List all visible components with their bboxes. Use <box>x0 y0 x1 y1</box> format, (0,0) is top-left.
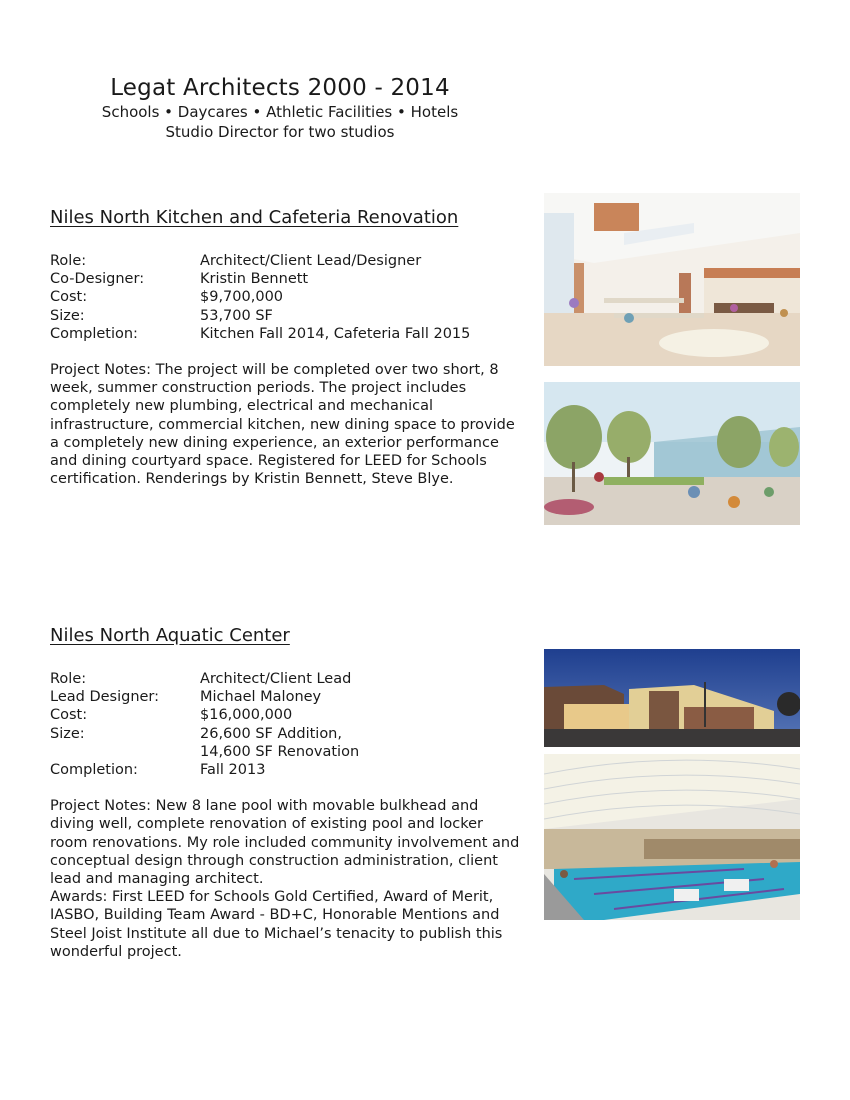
project-kitchen-cafeteria <box>50 206 520 488</box>
fact-value: Kristin Bennett <box>200 271 309 288</box>
fact-label: Cost: <box>50 289 88 306</box>
courtyard-rendering-image <box>544 382 800 525</box>
fact-label: Completion: <box>50 325 138 342</box>
project-notes <box>50 361 520 488</box>
fact-label: Completion: <box>50 762 138 779</box>
notes-text: Project Notes: New 8 lane pool with movable bulkhead and diving well, complete renovation of existing pool and locker room renovations. My role included community involvement and conceptual design through construction administration, client lead and managing architect. <box>50 798 520 888</box>
fact-label: Role: <box>50 253 87 269</box>
fact-value: 53,700 SF <box>200 307 273 324</box>
fact-value: Kitchen Fall 2014, Cafeteria Fall 2015 <box>200 325 471 342</box>
project-aquatic-center <box>50 624 520 961</box>
notes-text: Project Notes: The project will be completed over two short, 8 week, summer construction periods. The project includes completely new plumbing, electrical and mechanical infrastructure, commercial kitchen, new dining space to provide a completely new dining experience, an exterior performance and dining courtyard space. Registered for LEED for Schools certification. Renderings by Kristin Bennett, Steve Blye. <box>50 362 515 488</box>
page-subtitle: Schools • Daycares • Athletic Facilities • Hotels <box>101 103 459 121</box>
aquatic-exterior-image <box>544 649 800 747</box>
fact-value: 26,600 SF Addition, <box>200 725 342 742</box>
cafeteria-interior-image <box>544 193 800 366</box>
page-tagline: Studio Director for two studios <box>165 123 395 141</box>
fact-label: Lead Designer: <box>50 689 160 706</box>
fact-value: $9,700,000 <box>200 289 284 306</box>
fact-label: Size: <box>50 725 85 742</box>
fact-value: Michael Maloney <box>200 689 322 706</box>
project-title: Niles North Aquatic Center <box>50 625 290 646</box>
fact-label <box>50 743 200 761</box>
fact-label: Cost: <box>50 707 88 724</box>
fact-label: Co-Designer: <box>50 271 145 288</box>
project-facts <box>50 252 520 343</box>
fact-value: $16,000,000 <box>200 707 293 724</box>
aquatic-interior-image <box>544 754 800 920</box>
fact-value: Architect/Client Lead <box>200 671 352 687</box>
fact-value: Fall 2013 <box>200 762 266 779</box>
awards-text: Awards: First LEED for Schools Gold Certified, Award of Merit, IASBO, Building Team Award - BD+C, Honorable Mentions and Steel Joist Institute all due to Michael’s tenacity to publish this wonderful project. <box>50 889 503 960</box>
fact-value: Architect/Client Lead/Designer <box>200 253 422 269</box>
project-notes <box>50 797 520 961</box>
project-title: Niles North Kitchen and Cafeteria Renovation <box>50 207 459 228</box>
fact-value: 14,600 SF Renovation <box>200 743 360 760</box>
page-title: Legat Architects 2000 - 2014 <box>110 75 450 101</box>
page-header <box>0 74 560 142</box>
fact-label: Size: <box>50 307 85 324</box>
project-facts <box>50 670 520 779</box>
fact-label: Role: <box>50 671 87 687</box>
